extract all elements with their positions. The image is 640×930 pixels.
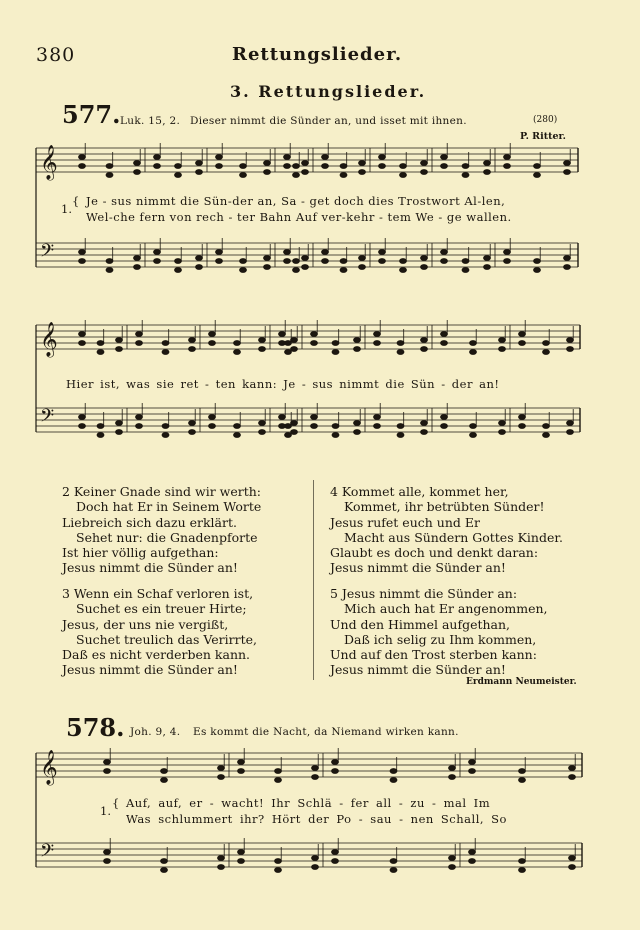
stanza-3: 3 Wenn ein Schaf verloren ist, Suchet es ein treuer Hirte; Jesus, der uns nie vergißt, Suchet treulich das Verirrte, Daß es nicht verderben kann. Jesus nimmt die Sünder an! bbox=[62, 586, 257, 678]
note-head bbox=[79, 250, 86, 255]
note-head bbox=[519, 424, 526, 429]
note-head bbox=[259, 421, 266, 426]
note-head bbox=[175, 173, 182, 178]
note-head bbox=[134, 161, 141, 166]
note-head bbox=[302, 161, 309, 166]
column-divider bbox=[313, 480, 314, 680]
note-head bbox=[441, 332, 448, 337]
note-head bbox=[534, 268, 541, 273]
note-head bbox=[421, 430, 428, 435]
note-head bbox=[264, 256, 271, 261]
note-head bbox=[567, 421, 574, 426]
note-head bbox=[400, 173, 407, 178]
note-head bbox=[379, 164, 386, 169]
note-head bbox=[462, 173, 469, 178]
hymn-577-tune-number: (280) bbox=[533, 115, 558, 125]
note-head bbox=[218, 865, 225, 870]
note-head bbox=[302, 265, 309, 270]
bass-clef: 𝄢 bbox=[40, 241, 55, 266]
note-head bbox=[79, 341, 86, 346]
note-head bbox=[519, 778, 526, 783]
note-head bbox=[332, 769, 339, 774]
note-head bbox=[441, 341, 448, 346]
hymn-578-epigraph: Es kommt die Nacht, da Niemand wirken kann. bbox=[193, 726, 459, 738]
hymn-578-lyrics-a: Auf, auf, er - wacht! Ihr Schlä - fer all - zu - mal Im bbox=[126, 796, 491, 810]
note-head bbox=[79, 424, 86, 429]
note-head bbox=[567, 430, 574, 435]
note-head bbox=[441, 250, 448, 255]
note-head bbox=[291, 347, 298, 352]
note-head bbox=[311, 332, 318, 337]
note-head bbox=[104, 760, 111, 765]
note-head bbox=[441, 424, 448, 429]
note-head bbox=[354, 347, 361, 352]
note-head bbox=[97, 350, 104, 355]
note-head bbox=[240, 268, 247, 273]
note-head bbox=[218, 766, 225, 771]
note-head bbox=[374, 341, 381, 346]
note-head bbox=[136, 332, 143, 337]
note-head bbox=[390, 859, 397, 864]
note-head bbox=[499, 338, 506, 343]
hymn-577-lyrics-line-2: Hier ist, was sie ret - ten kann: Je - sus nimmt die Sün - der an! bbox=[66, 377, 500, 391]
note-head bbox=[218, 775, 225, 780]
note-head bbox=[284, 155, 291, 160]
note-head bbox=[275, 778, 282, 783]
note-head bbox=[499, 430, 506, 435]
note-head bbox=[379, 250, 386, 255]
note-head bbox=[374, 424, 381, 429]
note-head bbox=[470, 350, 477, 355]
note-head bbox=[134, 265, 141, 270]
note-head bbox=[421, 256, 428, 261]
note-head bbox=[240, 259, 247, 264]
note-head bbox=[441, 415, 448, 420]
hymn-577-verse-label: 1. bbox=[61, 202, 72, 216]
note-head bbox=[238, 859, 245, 864]
note-head bbox=[359, 170, 366, 175]
note-head bbox=[421, 421, 428, 426]
note-head bbox=[312, 865, 319, 870]
note-head bbox=[259, 430, 266, 435]
note-head bbox=[543, 433, 550, 438]
note-head bbox=[519, 868, 526, 873]
note-head bbox=[134, 256, 141, 261]
note-head bbox=[106, 259, 113, 264]
note-head bbox=[311, 415, 318, 420]
note-head bbox=[397, 341, 404, 346]
note-head bbox=[322, 164, 329, 169]
note-head bbox=[196, 256, 203, 261]
note-head bbox=[279, 332, 286, 337]
hymn-577-epigraph: Dieser nimmt die Sünder an, und isset mit ihnen. bbox=[190, 115, 467, 127]
note-head bbox=[312, 766, 319, 771]
note-head bbox=[359, 161, 366, 166]
note-head bbox=[462, 268, 469, 273]
note-head bbox=[97, 341, 104, 346]
note-head bbox=[161, 769, 168, 774]
note-head bbox=[484, 265, 491, 270]
note-head bbox=[332, 760, 339, 765]
note-head bbox=[104, 769, 111, 774]
note-head bbox=[421, 170, 428, 175]
note-head bbox=[543, 350, 550, 355]
stanza-4: 4 Kommet alle, kommet her, Kommet, ihr betrübten Sünder! Jesus rufet euch und Er Macht aus Sündern Gottes Kinder. Glaubt es doch und denkt daran: Jesus nimmt die Sünder an! bbox=[330, 484, 563, 576]
note-head bbox=[234, 341, 241, 346]
note-head bbox=[441, 164, 448, 169]
note-head bbox=[154, 164, 161, 169]
note-head bbox=[216, 259, 223, 264]
note-head bbox=[534, 173, 541, 178]
note-head bbox=[354, 338, 361, 343]
note-head bbox=[374, 415, 381, 420]
note-head bbox=[543, 341, 550, 346]
note-head bbox=[470, 433, 477, 438]
note-head bbox=[216, 164, 223, 169]
note-head bbox=[175, 268, 182, 273]
note-head bbox=[569, 856, 576, 861]
note-head bbox=[97, 433, 104, 438]
note-head bbox=[449, 865, 456, 870]
note-head bbox=[238, 850, 245, 855]
note-head bbox=[104, 850, 111, 855]
note-head bbox=[189, 430, 196, 435]
note-head bbox=[534, 164, 541, 169]
note-head bbox=[469, 859, 476, 864]
hymn-577-lyrics-line-1b: Wel-che fern von rech - ter Bahn Auf ver-kehr - tem We - ge wallen. bbox=[86, 210, 512, 224]
hymn-578-lyrics-b: Was schlummert ihr? Hört der Po - sau - nen Schall, So bbox=[126, 812, 507, 826]
note-head bbox=[161, 778, 168, 783]
note-head bbox=[340, 173, 347, 178]
hymn-578-number: 578. bbox=[66, 713, 125, 742]
note-head bbox=[340, 268, 347, 273]
note-head bbox=[567, 347, 574, 352]
note-head bbox=[196, 170, 203, 175]
note-head bbox=[106, 173, 113, 178]
note-head bbox=[421, 265, 428, 270]
hymn-578-reference: Joh. 9, 4. bbox=[130, 726, 181, 738]
note-head bbox=[374, 332, 381, 337]
note-head bbox=[293, 173, 300, 178]
note-head bbox=[136, 415, 143, 420]
hymn-577-number: 577. bbox=[62, 100, 121, 129]
note-head bbox=[312, 775, 319, 780]
note-head bbox=[302, 170, 309, 175]
section-title: 3. Rettungslieder. bbox=[230, 82, 427, 101]
stanza-2: 2 Keiner Gnade sind wir werth: Doch hat Er in Seinem Worte Liebreich sich dazu erklärt. Sehet nur: die Gnadenpforte Ist hier völlig aufgethan: Jesus nimmt die Sünder an! bbox=[62, 484, 262, 576]
note-head bbox=[564, 161, 571, 166]
note-head bbox=[462, 259, 469, 264]
note-head bbox=[449, 766, 456, 771]
note-head bbox=[240, 173, 247, 178]
stanza-5: 5 Jesus nimmt die Sünder an: Mich auch hat Er angenommen, Und den Himmel aufgethan, Daß ich selig zu Ihm kommen, Und auf den Trost sterben kann: Jesus nimmt die Sünder an! bbox=[330, 586, 548, 678]
note-head bbox=[279, 415, 286, 420]
note-head bbox=[161, 868, 168, 873]
note-head bbox=[332, 433, 339, 438]
note-head bbox=[340, 164, 347, 169]
note-head bbox=[175, 164, 182, 169]
note-head bbox=[519, 769, 526, 774]
note-head bbox=[264, 170, 271, 175]
note-head bbox=[291, 421, 298, 426]
note-head bbox=[104, 859, 111, 864]
note-head bbox=[209, 341, 216, 346]
note-head bbox=[397, 424, 404, 429]
page-number: 380 bbox=[36, 44, 76, 66]
note-head bbox=[79, 259, 86, 264]
note-head bbox=[332, 350, 339, 355]
note-head bbox=[189, 347, 196, 352]
note-head bbox=[569, 865, 576, 870]
note-head bbox=[519, 859, 526, 864]
note-head bbox=[116, 421, 123, 426]
hymn-577-composer: P. Ritter. bbox=[520, 131, 566, 142]
note-head bbox=[291, 338, 298, 343]
hymn-578-verse-label: 1. bbox=[100, 804, 111, 818]
hymn-577-brace: { bbox=[72, 194, 80, 208]
note-head bbox=[302, 256, 309, 261]
note-head bbox=[284, 259, 291, 264]
note-head bbox=[162, 424, 169, 429]
note-head bbox=[400, 164, 407, 169]
note-head bbox=[234, 433, 241, 438]
note-head bbox=[332, 424, 339, 429]
note-head bbox=[189, 338, 196, 343]
note-head bbox=[79, 332, 86, 337]
note-head bbox=[390, 769, 397, 774]
note-head bbox=[567, 338, 574, 343]
note-head bbox=[275, 769, 282, 774]
note-head bbox=[240, 164, 247, 169]
note-head bbox=[238, 760, 245, 765]
note-head bbox=[284, 164, 291, 169]
treble-clef: 𝄞 bbox=[40, 750, 58, 785]
note-head bbox=[397, 433, 404, 438]
note-head bbox=[175, 259, 182, 264]
note-head bbox=[234, 350, 241, 355]
note-head bbox=[379, 155, 386, 160]
note-head bbox=[499, 347, 506, 352]
treble-clef: 𝄞 bbox=[40, 145, 58, 180]
note-head bbox=[519, 415, 526, 420]
note-head bbox=[390, 868, 397, 873]
bass-clef: 𝄢 bbox=[40, 406, 55, 431]
note-head bbox=[332, 341, 339, 346]
note-head bbox=[421, 347, 428, 352]
note-head bbox=[322, 259, 329, 264]
note-head bbox=[564, 256, 571, 261]
note-head bbox=[275, 859, 282, 864]
hymn-577-author: Erdmann Neumeister. bbox=[466, 677, 577, 687]
note-head bbox=[209, 415, 216, 420]
note-head bbox=[569, 775, 576, 780]
note-head bbox=[322, 155, 329, 160]
note-head bbox=[484, 161, 491, 166]
note-head bbox=[519, 341, 526, 346]
note-head bbox=[441, 155, 448, 160]
note-head bbox=[161, 859, 168, 864]
note-head bbox=[311, 424, 318, 429]
note-head bbox=[162, 433, 169, 438]
note-head bbox=[162, 350, 169, 355]
note-head bbox=[332, 850, 339, 855]
note-head bbox=[564, 265, 571, 270]
note-head bbox=[79, 164, 86, 169]
note-head bbox=[79, 155, 86, 160]
note-head bbox=[421, 338, 428, 343]
note-head bbox=[293, 268, 300, 273]
note-head bbox=[332, 859, 339, 864]
note-head bbox=[264, 265, 271, 270]
note-head bbox=[311, 341, 318, 346]
note-head bbox=[504, 164, 511, 169]
note-head bbox=[469, 760, 476, 765]
note-head bbox=[97, 424, 104, 429]
note-head bbox=[469, 769, 476, 774]
note-head bbox=[449, 856, 456, 861]
bass-clef: 𝄢 bbox=[40, 841, 55, 866]
note-head bbox=[106, 164, 113, 169]
note-head bbox=[154, 259, 161, 264]
note-head bbox=[196, 161, 203, 166]
hymn-577-lyrics-line-1a: Je - sus nimmt die Sün-der an, Sa - get doch dies Trostwort Al-len, bbox=[86, 194, 506, 208]
note-head bbox=[400, 259, 407, 264]
note-head bbox=[162, 341, 169, 346]
note-head bbox=[379, 259, 386, 264]
note-head bbox=[79, 415, 86, 420]
note-head bbox=[209, 424, 216, 429]
note-head bbox=[234, 424, 241, 429]
note-head bbox=[134, 170, 141, 175]
hymn-578-brace: { bbox=[112, 796, 120, 810]
note-head bbox=[469, 850, 476, 855]
note-head bbox=[264, 161, 271, 166]
treble-clef: 𝄞 bbox=[40, 322, 58, 357]
note-head bbox=[209, 332, 216, 337]
note-head bbox=[259, 347, 266, 352]
note-head bbox=[484, 170, 491, 175]
note-head bbox=[293, 164, 300, 169]
note-head bbox=[397, 350, 404, 355]
hymn-577-reference: Luk. 15, 2. bbox=[120, 115, 181, 127]
note-head bbox=[259, 338, 266, 343]
note-head bbox=[116, 338, 123, 343]
note-head bbox=[275, 868, 282, 873]
note-head bbox=[484, 256, 491, 261]
note-head bbox=[291, 430, 298, 435]
note-head bbox=[504, 259, 511, 264]
note-head bbox=[218, 856, 225, 861]
note-head bbox=[116, 347, 123, 352]
running-head: Rettungslieder. bbox=[232, 44, 403, 65]
note-head bbox=[504, 155, 511, 160]
note-head bbox=[238, 769, 245, 774]
note-head bbox=[136, 424, 143, 429]
note-head bbox=[449, 775, 456, 780]
note-head bbox=[216, 155, 223, 160]
note-head bbox=[284, 250, 291, 255]
note-head bbox=[136, 341, 143, 346]
note-head bbox=[359, 265, 366, 270]
note-head bbox=[470, 424, 477, 429]
note-head bbox=[312, 856, 319, 861]
note-head bbox=[322, 250, 329, 255]
note-head bbox=[499, 421, 506, 426]
note-head bbox=[216, 250, 223, 255]
note-head bbox=[543, 424, 550, 429]
note-head bbox=[421, 161, 428, 166]
note-head bbox=[470, 341, 477, 346]
note-head bbox=[400, 268, 407, 273]
note-head bbox=[154, 250, 161, 255]
note-head bbox=[154, 155, 161, 160]
note-head bbox=[534, 259, 541, 264]
note-head bbox=[564, 170, 571, 175]
note-head bbox=[519, 332, 526, 337]
note-head bbox=[504, 250, 511, 255]
note-head bbox=[441, 259, 448, 264]
note-head bbox=[359, 256, 366, 261]
note-head bbox=[340, 259, 347, 264]
note-head bbox=[189, 421, 196, 426]
note-head bbox=[354, 421, 361, 426]
note-head bbox=[293, 259, 300, 264]
note-head bbox=[462, 164, 469, 169]
note-head bbox=[569, 766, 576, 771]
note-head bbox=[196, 265, 203, 270]
note-head bbox=[116, 430, 123, 435]
note-head bbox=[106, 268, 113, 273]
note-head bbox=[390, 778, 397, 783]
note-head bbox=[354, 430, 361, 435]
